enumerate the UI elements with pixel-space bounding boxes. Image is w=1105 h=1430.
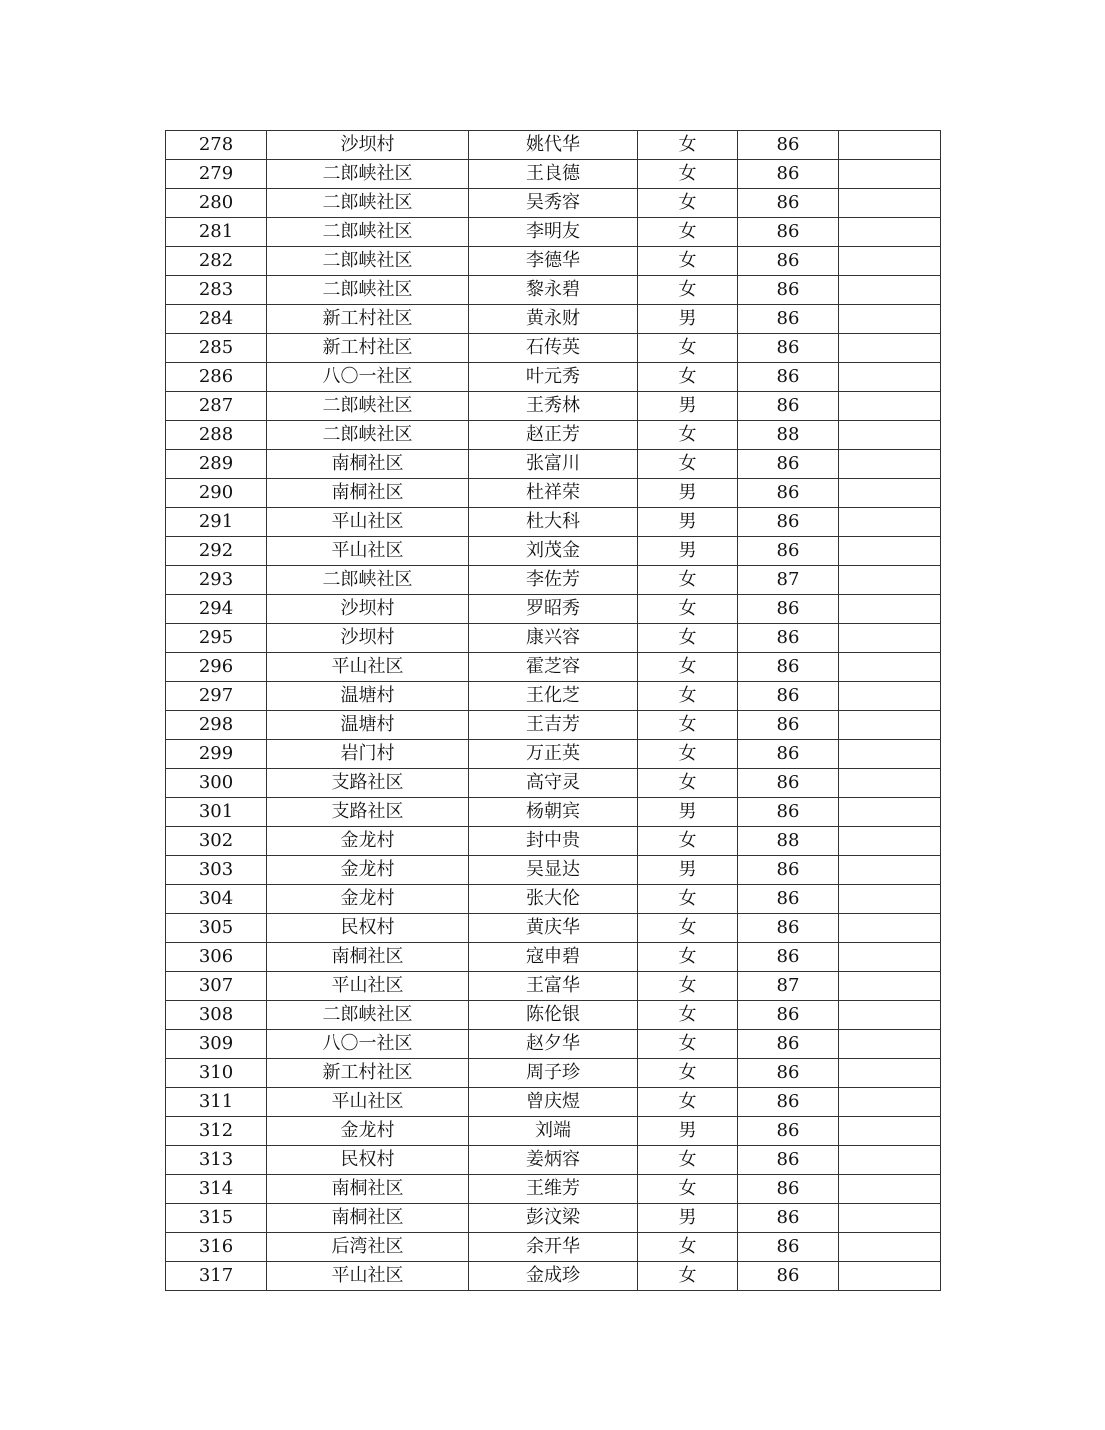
row-number-cell: 287 [166, 392, 267, 421]
person-name-cell: 吴秀容 [469, 189, 638, 218]
person-name-cell: 张富川 [469, 450, 638, 479]
community-cell: 二郎峡社区 [267, 189, 469, 218]
community-cell: 温塘村 [267, 682, 469, 711]
note-cell [839, 479, 941, 508]
gender-cell: 女 [638, 682, 738, 711]
note-cell [839, 566, 941, 595]
table-row [166, 247, 941, 276]
note-cell [839, 798, 941, 827]
row-number-cell: 307 [166, 972, 267, 1001]
gender-cell: 女 [638, 1175, 738, 1204]
note-cell [839, 711, 941, 740]
age-cell: 87 [738, 972, 839, 1001]
community-cell: 平山社区 [267, 1262, 469, 1291]
person-name-cell: 赵正芳 [469, 421, 638, 450]
row-number-cell: 304 [166, 885, 267, 914]
note-cell [839, 769, 941, 798]
age-cell: 86 [738, 740, 839, 769]
person-name-cell: 陈伦银 [469, 1001, 638, 1030]
table-row [166, 1175, 941, 1204]
gender-cell: 男 [638, 508, 738, 537]
gender-cell: 女 [638, 914, 738, 943]
gender-cell: 女 [638, 1059, 738, 1088]
table-row [166, 421, 941, 450]
community-cell: 南桐社区 [267, 1204, 469, 1233]
community-cell: 二郎峡社区 [267, 218, 469, 247]
gender-cell: 女 [638, 624, 738, 653]
age-cell: 86 [738, 218, 839, 247]
age-cell: 86 [738, 798, 839, 827]
age-cell: 86 [738, 363, 839, 392]
person-name-cell: 万正英 [469, 740, 638, 769]
note-cell [839, 189, 941, 218]
gender-cell: 女 [638, 653, 738, 682]
table-row [166, 624, 941, 653]
note-cell [839, 1059, 941, 1088]
person-name-cell: 李佐芳 [469, 566, 638, 595]
age-cell: 86 [738, 653, 839, 682]
age-cell: 86 [738, 1117, 839, 1146]
age-cell: 86 [738, 1059, 839, 1088]
age-cell: 86 [738, 247, 839, 276]
note-cell [839, 653, 941, 682]
person-name-cell: 封中贵 [469, 827, 638, 856]
note-cell [839, 972, 941, 1001]
table-row [166, 1001, 941, 1030]
row-number-cell: 285 [166, 334, 267, 363]
gender-cell: 女 [638, 595, 738, 624]
note-cell [839, 624, 941, 653]
age-cell: 86 [738, 450, 839, 479]
community-cell: 南桐社区 [267, 450, 469, 479]
person-name-cell: 刘端 [469, 1117, 638, 1146]
table-row [166, 305, 941, 334]
row-number-cell: 279 [166, 160, 267, 189]
age-cell: 86 [738, 189, 839, 218]
person-name-cell: 寇申碧 [469, 943, 638, 972]
row-number-cell: 286 [166, 363, 267, 392]
table-row [166, 334, 941, 363]
gender-cell: 女 [638, 769, 738, 798]
note-cell [839, 856, 941, 885]
note-cell [839, 276, 941, 305]
community-cell: 平山社区 [267, 1088, 469, 1117]
table-row [166, 1088, 941, 1117]
note-cell [839, 1030, 941, 1059]
note-cell [839, 508, 941, 537]
row-number-cell: 299 [166, 740, 267, 769]
gender-cell: 女 [638, 189, 738, 218]
gender-cell: 女 [638, 1088, 738, 1117]
person-name-cell: 罗昭秀 [469, 595, 638, 624]
community-cell: 金龙村 [267, 885, 469, 914]
row-number-cell: 309 [166, 1030, 267, 1059]
table-row [166, 943, 941, 972]
person-name-cell: 刘茂金 [469, 537, 638, 566]
row-number-cell: 313 [166, 1146, 267, 1175]
table-row [166, 131, 941, 160]
person-name-cell: 叶元秀 [469, 363, 638, 392]
row-number-cell: 316 [166, 1233, 267, 1262]
row-number-cell: 317 [166, 1262, 267, 1291]
table-row [166, 740, 941, 769]
note-cell [839, 595, 941, 624]
age-cell: 86 [738, 392, 839, 421]
note-cell [839, 305, 941, 334]
age-cell: 86 [738, 856, 839, 885]
community-cell: 沙坝村 [267, 624, 469, 653]
gender-cell: 男 [638, 856, 738, 885]
table-row [166, 1233, 941, 1262]
elderly-roster-table [165, 130, 941, 1291]
person-name-cell: 李明友 [469, 218, 638, 247]
table-row [166, 595, 941, 624]
table-row [166, 1030, 941, 1059]
community-cell: 温塘村 [267, 711, 469, 740]
row-number-cell: 283 [166, 276, 267, 305]
person-name-cell: 黄庆华 [469, 914, 638, 943]
gender-cell: 女 [638, 566, 738, 595]
community-cell: 二郎峡社区 [267, 247, 469, 276]
community-cell: 新工村社区 [267, 334, 469, 363]
table-row [166, 653, 941, 682]
gender-cell: 女 [638, 160, 738, 189]
community-cell: 支路社区 [267, 769, 469, 798]
gender-cell: 女 [638, 943, 738, 972]
age-cell: 88 [738, 421, 839, 450]
person-name-cell: 彭汶梁 [469, 1204, 638, 1233]
table-row [166, 798, 941, 827]
person-name-cell: 吴显达 [469, 856, 638, 885]
note-cell [839, 131, 941, 160]
person-name-cell: 康兴容 [469, 624, 638, 653]
row-number-cell: 281 [166, 218, 267, 247]
person-name-cell: 王良德 [469, 160, 638, 189]
table-row [166, 1117, 941, 1146]
age-cell: 86 [738, 914, 839, 943]
age-cell: 86 [738, 885, 839, 914]
age-cell: 86 [738, 276, 839, 305]
age-cell: 86 [738, 1204, 839, 1233]
community-cell: 平山社区 [267, 653, 469, 682]
gender-cell: 女 [638, 1001, 738, 1030]
age-cell: 86 [738, 682, 839, 711]
row-number-cell: 294 [166, 595, 267, 624]
person-name-cell: 姜炳容 [469, 1146, 638, 1175]
gender-cell: 女 [638, 363, 738, 392]
row-number-cell: 278 [166, 131, 267, 160]
age-cell: 86 [738, 1233, 839, 1262]
community-cell: 二郎峡社区 [267, 421, 469, 450]
row-number-cell: 311 [166, 1088, 267, 1117]
row-number-cell: 306 [166, 943, 267, 972]
gender-cell: 女 [638, 218, 738, 247]
community-cell: 二郎峡社区 [267, 566, 469, 595]
gender-cell: 女 [638, 740, 738, 769]
community-cell: 八〇一社区 [267, 1030, 469, 1059]
community-cell: 新工村社区 [267, 1059, 469, 1088]
age-cell: 86 [738, 624, 839, 653]
community-cell: 岩门村 [267, 740, 469, 769]
row-number-cell: 295 [166, 624, 267, 653]
row-number-cell: 308 [166, 1001, 267, 1030]
row-number-cell: 303 [166, 856, 267, 885]
table-row [166, 1204, 941, 1233]
community-cell: 民权村 [267, 1146, 469, 1175]
table-row [166, 827, 941, 856]
note-cell [839, 682, 941, 711]
age-cell: 86 [738, 1088, 839, 1117]
row-number-cell: 293 [166, 566, 267, 595]
age-cell: 88 [738, 827, 839, 856]
row-number-cell: 315 [166, 1204, 267, 1233]
age-cell: 86 [738, 131, 839, 160]
table-row [166, 450, 941, 479]
table-row [166, 566, 941, 595]
note-cell [839, 450, 941, 479]
gender-cell: 男 [638, 537, 738, 566]
table-row [166, 856, 941, 885]
person-name-cell: 周子珍 [469, 1059, 638, 1088]
age-cell: 86 [738, 1262, 839, 1291]
age-cell: 86 [738, 769, 839, 798]
table-row [166, 769, 941, 798]
age-cell: 86 [738, 479, 839, 508]
gender-cell: 女 [638, 1262, 738, 1291]
person-name-cell: 李德华 [469, 247, 638, 276]
note-cell [839, 392, 941, 421]
community-cell: 南桐社区 [267, 943, 469, 972]
community-cell: 南桐社区 [267, 479, 469, 508]
note-cell [839, 537, 941, 566]
note-cell [839, 1117, 941, 1146]
person-name-cell: 霍芝容 [469, 653, 638, 682]
row-number-cell: 290 [166, 479, 267, 508]
person-name-cell: 黄永财 [469, 305, 638, 334]
gender-cell: 女 [638, 276, 738, 305]
table-row [166, 392, 941, 421]
gender-cell: 女 [638, 1030, 738, 1059]
community-cell: 二郎峡社区 [267, 392, 469, 421]
person-name-cell: 张大伦 [469, 885, 638, 914]
note-cell [839, 1001, 941, 1030]
table-row [166, 711, 941, 740]
person-name-cell: 赵夕华 [469, 1030, 638, 1059]
row-number-cell: 291 [166, 508, 267, 537]
table-row [166, 972, 941, 1001]
community-cell: 八〇一社区 [267, 363, 469, 392]
row-number-cell: 310 [166, 1059, 267, 1088]
gender-cell: 男 [638, 479, 738, 508]
community-cell: 新工村社区 [267, 305, 469, 334]
row-number-cell: 292 [166, 537, 267, 566]
gender-cell: 女 [638, 131, 738, 160]
age-cell: 86 [738, 711, 839, 740]
row-number-cell: 289 [166, 450, 267, 479]
person-name-cell: 石传英 [469, 334, 638, 363]
gender-cell: 女 [638, 334, 738, 363]
gender-cell: 女 [638, 1146, 738, 1175]
table-row [166, 363, 941, 392]
note-cell [839, 943, 941, 972]
gender-cell: 女 [638, 247, 738, 276]
table-row [166, 479, 941, 508]
age-cell: 86 [738, 595, 839, 624]
note-cell [839, 334, 941, 363]
age-cell: 86 [738, 160, 839, 189]
note-cell [839, 1204, 941, 1233]
person-name-cell: 曾庆煜 [469, 1088, 638, 1117]
age-cell: 86 [738, 305, 839, 334]
table-row [166, 160, 941, 189]
note-cell [839, 1146, 941, 1175]
row-number-cell: 298 [166, 711, 267, 740]
community-cell: 金龙村 [267, 827, 469, 856]
age-cell: 86 [738, 537, 839, 566]
person-name-cell: 王化芝 [469, 682, 638, 711]
note-cell [839, 740, 941, 769]
age-cell: 86 [738, 1146, 839, 1175]
note-cell [839, 1262, 941, 1291]
person-name-cell: 姚代华 [469, 131, 638, 160]
community-cell: 沙坝村 [267, 595, 469, 624]
note-cell [839, 1088, 941, 1117]
age-cell: 86 [738, 943, 839, 972]
gender-cell: 女 [638, 450, 738, 479]
age-cell: 87 [738, 566, 839, 595]
note-cell [839, 885, 941, 914]
table-row [166, 1146, 941, 1175]
note-cell [839, 160, 941, 189]
community-cell: 平山社区 [267, 508, 469, 537]
table-row [166, 508, 941, 537]
table-body [166, 131, 941, 1291]
person-name-cell: 余开华 [469, 1233, 638, 1262]
age-cell: 86 [738, 1175, 839, 1204]
row-number-cell: 300 [166, 769, 267, 798]
note-cell [839, 218, 941, 247]
gender-cell: 男 [638, 1204, 738, 1233]
row-number-cell: 301 [166, 798, 267, 827]
gender-cell: 男 [638, 798, 738, 827]
community-cell: 平山社区 [267, 537, 469, 566]
note-cell [839, 1175, 941, 1204]
community-cell: 金龙村 [267, 856, 469, 885]
note-cell [839, 421, 941, 450]
gender-cell: 男 [638, 1117, 738, 1146]
person-name-cell: 杜大科 [469, 508, 638, 537]
age-cell: 86 [738, 508, 839, 537]
gender-cell: 女 [638, 972, 738, 1001]
gender-cell: 女 [638, 1233, 738, 1262]
row-number-cell: 305 [166, 914, 267, 943]
person-name-cell: 高守灵 [469, 769, 638, 798]
gender-cell: 男 [638, 392, 738, 421]
table-row [166, 1059, 941, 1088]
person-name-cell: 杜祥荣 [469, 479, 638, 508]
note-cell [839, 827, 941, 856]
community-cell: 二郎峡社区 [267, 160, 469, 189]
table-row [166, 218, 941, 247]
gender-cell: 女 [638, 421, 738, 450]
row-number-cell: 296 [166, 653, 267, 682]
age-cell: 86 [738, 334, 839, 363]
person-name-cell: 王秀林 [469, 392, 638, 421]
community-cell: 南桐社区 [267, 1175, 469, 1204]
note-cell [839, 1233, 941, 1262]
community-cell: 二郎峡社区 [267, 1001, 469, 1030]
community-cell: 金龙村 [267, 1117, 469, 1146]
person-name-cell: 黎永碧 [469, 276, 638, 305]
table-row [166, 1262, 941, 1291]
community-cell: 沙坝村 [267, 131, 469, 160]
age-cell: 86 [738, 1030, 839, 1059]
community-cell: 民权村 [267, 914, 469, 943]
table-row [166, 537, 941, 566]
row-number-cell: 284 [166, 305, 267, 334]
row-number-cell: 314 [166, 1175, 267, 1204]
note-cell [839, 914, 941, 943]
row-number-cell: 312 [166, 1117, 267, 1146]
gender-cell: 女 [638, 827, 738, 856]
row-number-cell: 280 [166, 189, 267, 218]
table-row [166, 914, 941, 943]
community-cell: 后湾社区 [267, 1233, 469, 1262]
person-name-cell: 金成珍 [469, 1262, 638, 1291]
gender-cell: 男 [638, 305, 738, 334]
age-cell: 86 [738, 1001, 839, 1030]
person-name-cell: 王吉芳 [469, 711, 638, 740]
table-row [166, 682, 941, 711]
row-number-cell: 288 [166, 421, 267, 450]
table-row [166, 189, 941, 218]
person-name-cell: 杨朝宾 [469, 798, 638, 827]
gender-cell: 女 [638, 711, 738, 740]
note-cell [839, 363, 941, 392]
person-name-cell: 王富华 [469, 972, 638, 1001]
row-number-cell: 282 [166, 247, 267, 276]
row-number-cell: 302 [166, 827, 267, 856]
community-cell: 二郎峡社区 [267, 276, 469, 305]
community-cell: 平山社区 [267, 972, 469, 1001]
table-row [166, 885, 941, 914]
note-cell [839, 247, 941, 276]
person-name-cell: 王维芳 [469, 1175, 638, 1204]
row-number-cell: 297 [166, 682, 267, 711]
gender-cell: 女 [638, 885, 738, 914]
community-cell: 支路社区 [267, 798, 469, 827]
table-row [166, 276, 941, 305]
